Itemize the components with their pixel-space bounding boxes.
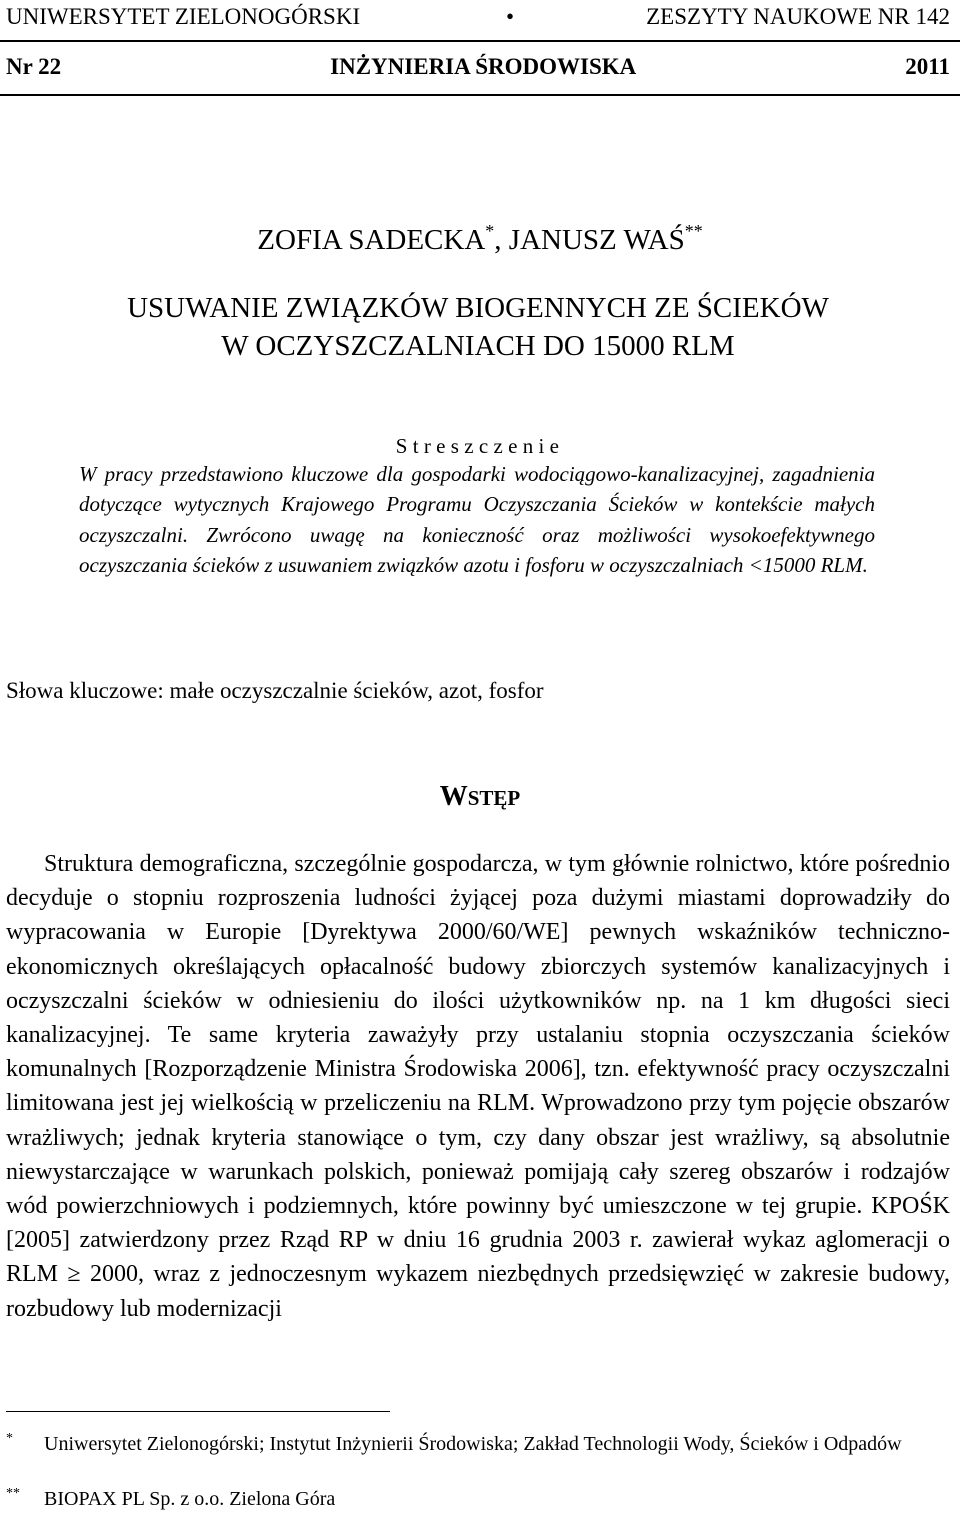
author-2-footnote-mark: ** [684,221,703,241]
issue-number: Nr 22 [6,54,62,79]
abstract-text: W pracy przedstawiono kluczowe dla gospodarki wodociągowo-kanalizacyjnej, zagadnienia dotyczące wytycznych Krajowego Programu Oczyszczania Ścieków w kontekście małych oczyszczalni. Zwrócono uwagę na konieczność oraz możliwości wysokoefektywnego oczyszczania ścieków z usuwaniem związków azotu i fosforu w oczyszczalniach <15000 RLM. [79,462,875,577]
author-2: JANUSZ WAŚ [508,224,685,256]
issue-rule [0,94,960,96]
footnote-2-text: BIOPAX PL Sp. z o.o. Zielona Góra [44,1488,336,1510]
title-line-1: USUWANIE ZWIĄZKÓW BIOGENNYCH ZE ŚCIEKÓW [127,292,829,324]
authors [0,221,960,257]
author-separator: , [494,224,509,256]
author-1-footnote-mark: * [485,221,495,241]
article-title [0,289,956,365]
section-heading [0,781,960,813]
footnote-1-text: Uniwersytet Zielonogórski; Instytut Inżynierii Środowiska; Zakład Technologii Wody, Ścieków i Odpadów [44,1433,902,1455]
header-rule [0,40,960,42]
abstract-heading: Streszczenie [395,434,565,458]
discipline-name: INŻYNIERIA ŚRODOWISKA [330,54,637,79]
body-paragraph [6,847,950,1326]
title-line-2: W OCZYSZCZALNIACH DO 15000 RLM [221,330,735,362]
issue-year: 2011 [905,54,950,79]
footnote-1-mark: * [6,1431,13,1446]
keywords: Słowa kluczowe: małe oczyszczalnie ścieków, azot, fosfor [6,678,544,703]
body-paragraph-text: Struktura demograficzna, szczególnie gospodarcza, w tym głównie rolnictwo, które pośrednio decyduje o stopniu rozproszenia ludności żyjącej poza dużymi miastami doprowadziły do wypracowania w Europie [Dyrektywa 2000/60/WE] pewnych wskaźników techniczno-ekonomicznych określających opłacalność budowy zbiorczych systemów kanalizacyjnych i oczyszczalni ścieków w odniesieniu do ilości użytkowników np. na 1 km długości sieci kanalizacyjnej. Te same kryteria zaważyły przy ustalaniu stopnia oczyszczania ścieków komunalnych [Rozporządzenie Ministra Środowiska 2006], tzn. efektywność pracy oczyszczalni limitowana jest jej wielkością w przeliczeniu na RLM. Wprowadzono przy tym pojęcie obszarów wrażliwych; jednak kryteria stanowiące o tym, czy dany obszar jest wrażliwy, są absolutnie niewystarczające w warunkach polskich, ponieważ pomijają cały szereg obszarów i rodzajów wód powierzchniowych i podziemnych, które powinny być umieszczone w tej grupie. KPOŚK [2005] zatwierdzony przez Rząd RP w dniu 16 grudnia 2003 r. zawierał wykaz aglomeracji o RLM ≥ 2000, wraz z jednoczesnym wykazem niezbędnych przedsięwzięć w zakresie budowy, rozbudowy lub modernizacji [6,851,950,1322]
journal-header [6,4,950,30]
issue-header [6,54,950,80]
footnote-rule [6,1411,390,1412]
university-name: UNIWERSYTET ZIELONOGÓRSKI [6,4,361,29]
footnote-2 [6,1486,950,1513]
footnote-1 [6,1431,950,1458]
header-separator: • [506,4,515,29]
footnote-2-mark: ** [6,1486,20,1501]
section-initial: W [439,781,468,812]
section-rest: STĘP [467,786,521,810]
journal-series: ZESZYTY NAUKOWE NR 142 [646,4,950,29]
author-1: ZOFIA SADECKA [257,224,486,256]
